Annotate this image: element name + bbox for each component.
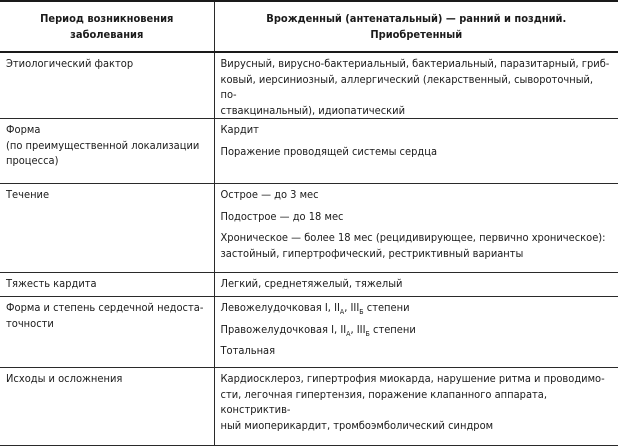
failure-left-ventricular: [221, 300, 613, 316]
table-row-etiology: [0, 52, 618, 119]
outcomes-value-cell: [214, 368, 618, 446]
etiology-value-line: ствакцинальный), идиопатический: [220, 103, 406, 117]
outcomes-label-cell: [0, 368, 214, 446]
form-label-cell: [0, 119, 214, 184]
course-chronic-line: Хроническое — более 18 мес (рецидивирующее, первично хроническое):: [220, 231, 606, 244]
table-row-severity: [0, 273, 618, 297]
failure-left-prefix: Левожелудочковая I, II: [220, 301, 340, 314]
failure-left-sub-a: А: [339, 308, 345, 316]
table-row-heart-failure: [0, 297, 618, 368]
form-value-cell: [214, 119, 618, 184]
severity-value: Легкий, среднетяжелый, тяжелый: [220, 277, 403, 290]
header-value-line2: Приобретенный: [370, 27, 463, 41]
form-label-line: процесса): [6, 154, 59, 167]
failure-right-suffix: степени: [369, 322, 416, 336]
etiology-label-cell: [0, 52, 214, 119]
failure-right-mid: , III: [350, 322, 366, 336]
outcomes-value-line: сти, легочная гипертензия, поражение клапанного аппарата, констриктив-: [220, 387, 547, 416]
etiology-value-line: Вирусный, вирусно-бактериальный, бактериальный, паразитарный, гриб-: [220, 57, 610, 70]
form-value-conduction: Поражение проводящей системы сердца: [220, 144, 438, 158]
severity-label: Тяжесть кардита: [6, 277, 97, 290]
course-value-cell: [214, 184, 618, 273]
failure-value-cell: [214, 297, 618, 368]
failure-total: Тотальная: [220, 344, 276, 357]
outcomes-label: Исходы и осложнения: [6, 372, 123, 385]
header-period-cell: [0, 1, 214, 52]
table-row-outcomes: [0, 368, 618, 446]
course-value-chronic: [221, 230, 613, 261]
table-row-form: [0, 119, 618, 184]
failure-label-line: точности: [6, 316, 54, 330]
failure-right-sub-b: Б: [365, 329, 370, 338]
course-value-subacute: Подострое — до 18 мес: [220, 209, 344, 223]
failure-right-prefix: Правожелудочковая I, II: [220, 322, 347, 336]
header-period-line2: заболевания: [70, 27, 144, 41]
severity-value-cell: [214, 273, 618, 297]
header-value-line1: Врожденный (антенатальный) — ранний и поздний.: [266, 12, 567, 25]
etiology-value-cell: [214, 52, 618, 119]
header-period-line1: Период возникновения: [40, 12, 174, 25]
failure-label-line: Форма и степень сердечной недоста-: [6, 301, 204, 314]
failure-right-sub-a: А: [346, 329, 351, 338]
form-value-carditis: Кардит: [220, 123, 259, 136]
outcomes-value-line: Кардиосклероз, гипертрофия миокарда, нарушение ритма и проводимо-: [220, 372, 605, 385]
failure-left-suffix: степени: [363, 301, 410, 314]
form-label-line: Форма: [6, 123, 41, 136]
table-header-row: [0, 1, 618, 52]
header-value-cell: [214, 1, 618, 52]
failure-left-sub-b: Б: [359, 308, 364, 316]
course-value-acute: Острое — до 3 мес: [220, 188, 319, 201]
severity-label-cell: [0, 273, 214, 297]
failure-right-ventricular: [221, 322, 613, 338]
etiology-label: Этиологический фактор: [6, 57, 134, 70]
table-row-course: [0, 184, 618, 273]
form-label-line: (по преимущественной локализации: [6, 138, 200, 152]
outcomes-value-line: ный миоперикардит, тромбоэмболический синдром: [220, 418, 494, 432]
failure-left-mid: , III: [344, 301, 360, 314]
etiology-value-line: ковый, иерсиниозный, аллергический (лекарственный, сывороточный, по-: [220, 72, 594, 101]
failure-label-cell: [0, 297, 214, 368]
course-label-cell: [0, 184, 214, 273]
course-chronic-line: застойный, гипертрофический, рестриктивный варианты: [220, 246, 524, 260]
course-label: Течение: [6, 188, 50, 201]
